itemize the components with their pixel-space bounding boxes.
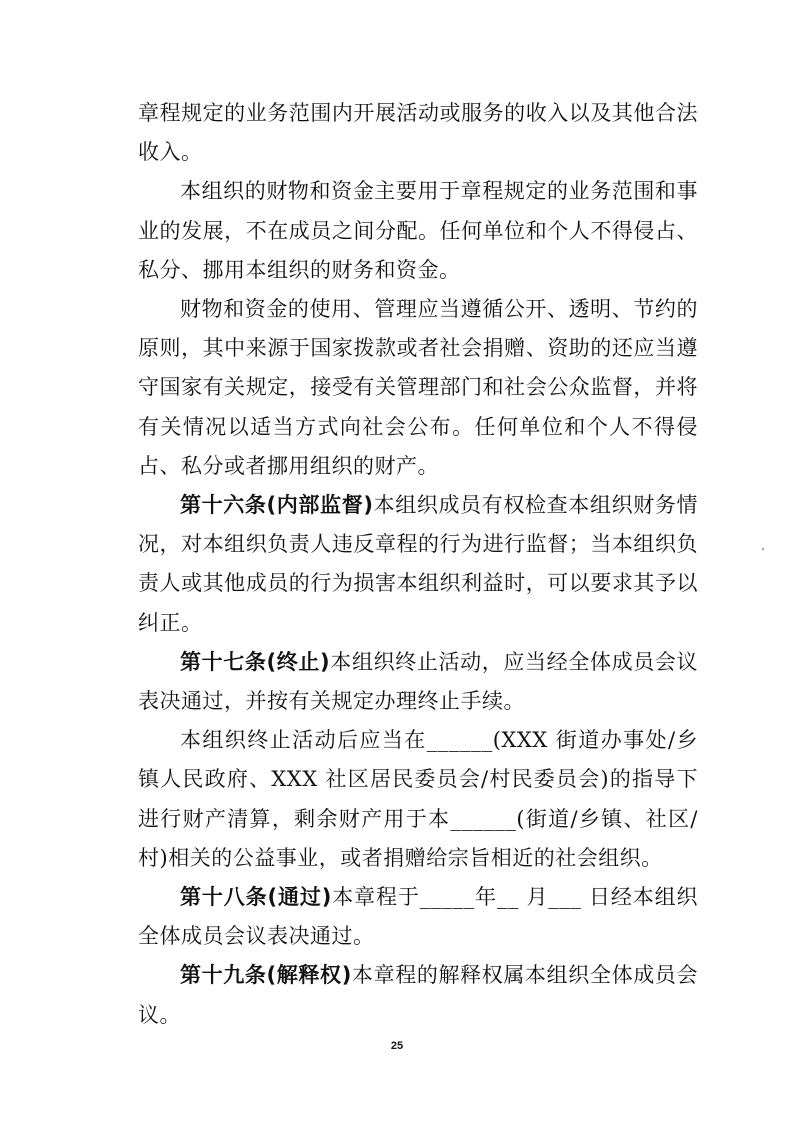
- paragraph-income-continued: [138, 94, 698, 172]
- article-heading: 第十九条(解释权): [180, 963, 352, 988]
- paragraph-text: 财物和资金的使用、管理应当遵循公开、透明、节约的原则，其中来源于国家拨款或者社会捐赠、资助的还应当遵守国家有关规定，接受有关管理部门和社会公众监督，并将有关情况以适当方式向社会公布。任何单位和个人不得侵占、私分或者挪用组织的财产。: [138, 297, 698, 478]
- paragraph-text: 本组织终止活动后应当在______(XXX 街道办事处/乡镇人民政府、XXX 社区居民委员会/村民委员会)的指导下进行财产清算，剩余财产用于本______(街道/乡镇、社区/村)相关的公益事业，或者捐赠给宗旨相近的社会组织。: [138, 728, 698, 870]
- article-19-interpretation: [138, 956, 698, 1034]
- paragraph-asset-management: [138, 290, 698, 486]
- article-16-internal-supervision: [138, 486, 698, 643]
- article-text: 本章程的解释权属本组织全体成员会议。: [138, 963, 698, 1027]
- document-body: [138, 94, 698, 1035]
- paragraph-liquidation: [138, 721, 698, 878]
- article-heading: 第十七条(终止): [180, 649, 331, 674]
- page-number: 25: [390, 1040, 404, 1052]
- article-17-termination: [138, 643, 698, 721]
- scan-speck: [762, 548, 764, 550]
- paragraph-asset-use: [138, 172, 698, 290]
- article-heading: 第十八条(通过): [180, 885, 332, 910]
- article-text: 本章程于_____年__ 月___ 日经本组织全体成员会议表决通过。: [138, 885, 698, 949]
- article-text: 本组织终止活动，应当经全体成员会议表决通过，并按有关规定办理终止手续。: [138, 649, 699, 714]
- paragraph-text: 本组织的财物和资金主要用于章程规定的业务范围和事业的发展，不在成员之间分配。任何单位和个人不得侵占、私分、挪用本组织的财务和资金。: [138, 179, 698, 282]
- article-text: 本组织成员有权检查本组织财务情况，对本组织负责人违反章程的行为进行监督；当本组织负责人或其他成员的行为损害本组织利益时，可以要求其予以纠正。: [138, 493, 698, 635]
- paragraph-text: 章程规定的业务范围内开展活动或服务的收入以及其他合法收入。: [138, 101, 698, 165]
- article-18-adoption: [138, 878, 698, 956]
- article-heading: 第十六条(内部监督): [180, 493, 374, 518]
